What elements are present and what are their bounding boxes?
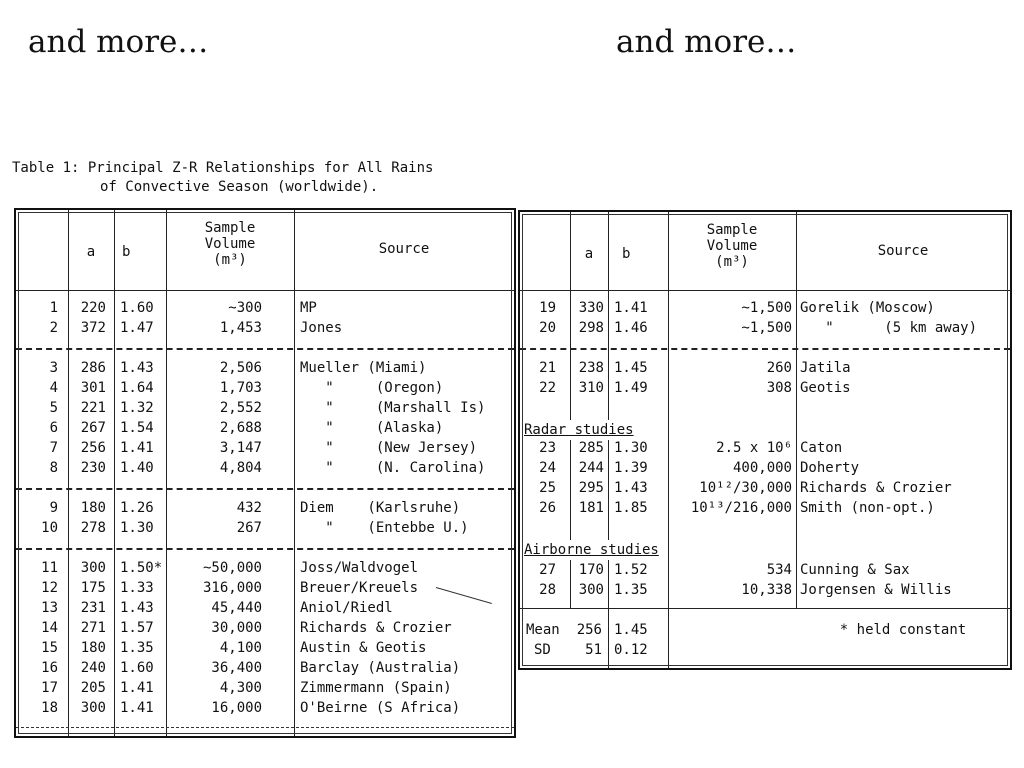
table-cell-row-number: 4 xyxy=(49,380,58,396)
table-cell-volume: 1,703 xyxy=(219,380,262,396)
table-cell-source: Cunning & Sax xyxy=(800,562,910,578)
right-col-header-b: b xyxy=(622,246,631,262)
table-cell-volume: 10¹²/30,000 xyxy=(699,480,792,496)
table-cell-volume: ~1,500 xyxy=(741,320,792,336)
table-cell-a: 330 xyxy=(578,300,604,316)
section-airborne-studies: Airborne studies xyxy=(524,542,659,558)
table-cell-row-number: 25 xyxy=(539,480,556,496)
table-cell-a: 298 xyxy=(578,320,604,336)
table-cell-a: 271 xyxy=(80,620,106,636)
table-cell-a: 180 xyxy=(80,640,106,656)
table-cell-a: 230 xyxy=(80,460,106,476)
table-cell-source: Austin & Geotis xyxy=(300,640,427,656)
table-cell-row-number: 22 xyxy=(539,380,556,396)
table-cell-a: 295 xyxy=(578,480,604,496)
table-cell-b: 1.60 xyxy=(120,300,154,316)
table-cell-volume: 267 xyxy=(236,520,262,536)
right-table xyxy=(518,210,1012,670)
table-cell-b: 1.50* xyxy=(120,560,163,576)
table-cell-row-number: 16 xyxy=(41,660,58,676)
table-cell-a: 205 xyxy=(80,680,106,696)
col-header-volume-line3: (m³) xyxy=(213,252,247,268)
right-col-header-volume-line3: (m³) xyxy=(715,254,749,270)
table-cell-volume: 36,400 xyxy=(211,660,262,676)
col-header-b: b xyxy=(122,244,131,260)
table-cell-b: 1.35 xyxy=(614,582,648,598)
table-cell-a: 170 xyxy=(578,562,604,578)
table-cell-row-number: 9 xyxy=(49,500,58,516)
table-cell-row-number: 3 xyxy=(49,360,58,376)
table-cell-row-number: 19 xyxy=(539,300,556,316)
table-cell-source: Jorgensen & Willis xyxy=(800,582,952,598)
table-cell-row-number: 8 xyxy=(49,460,58,476)
table-cell-a: 300 xyxy=(80,700,106,716)
table-cell-b: 1.30 xyxy=(614,440,648,456)
right-col-header-volume xyxy=(668,222,796,270)
table-cell-volume: 10,338 xyxy=(741,582,792,598)
table-cell-source: Diem (Karlsruhe) xyxy=(300,500,461,516)
table-cell-volume: 16,000 xyxy=(211,700,262,716)
table-cell-volume: 2.5 x 10⁶ xyxy=(716,440,792,456)
table-cell-row-number: 26 xyxy=(539,500,556,516)
table-cell-a: 221 xyxy=(80,400,106,416)
table-cell-source: Mueller (Miami) xyxy=(300,360,427,376)
table-cell-b: 1.64 xyxy=(120,380,154,396)
right-col-header-volume-line2: Volume xyxy=(706,238,758,254)
table-cell-source: Gorelik (Moscow) xyxy=(800,300,935,316)
table-cell-source: Doherty xyxy=(800,460,860,476)
table-cell-a: 181 xyxy=(578,500,604,516)
section-radar-studies: Radar studies xyxy=(524,422,634,438)
summary-sd-a: 51 xyxy=(585,642,602,658)
summary-mean-a: 256 xyxy=(576,622,602,638)
heading-right: and more… xyxy=(616,24,797,60)
table-cell-b: 1.49 xyxy=(614,380,648,396)
table-cell-row-number: 24 xyxy=(539,460,556,476)
table-cell-row-number: 7 xyxy=(49,440,58,456)
table-cell-volume: 2,506 xyxy=(219,360,262,376)
table-cell-a: 300 xyxy=(80,560,106,576)
table-cell-source: Aniol/Riedl xyxy=(300,600,393,616)
table-cell-source: Zimmermann (Spain) xyxy=(300,680,452,696)
summary-sd-b: 0.12 xyxy=(614,642,648,658)
table-cell-b: 1.26 xyxy=(120,500,154,516)
table-cell-a: 231 xyxy=(80,600,106,616)
table-cell-b: 1.60 xyxy=(120,660,154,676)
table-cell-b: 1.46 xyxy=(614,320,648,336)
table-cell-source: MP xyxy=(300,300,317,316)
table-cell-b: 1.43 xyxy=(614,480,648,496)
table-cell-row-number: 11 xyxy=(41,560,58,576)
table-cell-a: 256 xyxy=(80,440,106,456)
table-cell-source: " (5 km away) xyxy=(800,320,978,336)
left-table xyxy=(14,208,516,738)
table-cell-source: Jones xyxy=(300,320,343,336)
col-header-volume-line2: Volume xyxy=(204,236,256,252)
table-cell-a: 372 xyxy=(80,320,106,336)
table-caption-line1: Table 1: Principal Z-R Relationships for All Rains xyxy=(12,160,434,176)
table-cell-b: 1.41 xyxy=(120,440,154,456)
table-cell-b: 1.47 xyxy=(120,320,154,336)
right-col-header-a: a xyxy=(584,246,594,262)
table-cell-a: 220 xyxy=(80,300,106,316)
table-cell-a: 238 xyxy=(578,360,604,376)
table-cell-b: 1.54 xyxy=(120,420,154,436)
table-cell-b: 1.43 xyxy=(120,600,154,616)
table-cell-a: 240 xyxy=(80,660,106,676)
table-cell-source: " (New Jersey) xyxy=(300,440,478,456)
table-cell-volume: 10¹³/216,000 xyxy=(690,500,792,516)
table-cell-volume: 4,100 xyxy=(219,640,262,656)
table-cell-b: 1.35 xyxy=(120,640,154,656)
table-cell-b: 1.41 xyxy=(120,680,154,696)
table-cell-source: " (Oregon) xyxy=(300,380,444,396)
table-cell-row-number: 13 xyxy=(41,600,58,616)
col-header-volume xyxy=(166,220,294,268)
table-cell-volume: ~300 xyxy=(228,300,262,316)
table-cell-row-number: 5 xyxy=(49,400,58,416)
table-cell-b: 1.39 xyxy=(614,460,648,476)
table-cell-b: 1.41 xyxy=(120,700,154,716)
table-cell-source: Caton xyxy=(800,440,843,456)
table-cell-volume: 308 xyxy=(766,380,792,396)
table-cell-a: 180 xyxy=(80,500,106,516)
table-cell-source: Joss/Waldvogel xyxy=(300,560,419,576)
table-cell-b: 1.33 xyxy=(120,580,154,596)
table-cell-a: 310 xyxy=(578,380,604,396)
table-cell-source: Richards & Crozier xyxy=(800,480,952,496)
pen-mark xyxy=(436,587,492,604)
summary-note: * held constant xyxy=(839,622,967,638)
table-cell-row-number: 27 xyxy=(539,562,556,578)
table-cell-b: 1.85 xyxy=(614,500,648,516)
table-caption-line2: of Convective Season (worldwide). xyxy=(100,179,379,195)
table-cell-a: 278 xyxy=(80,520,106,536)
table-cell-volume: 45,440 xyxy=(211,600,262,616)
col-header-volume-line1: Sample xyxy=(204,220,256,236)
table-cell-b: 1.40 xyxy=(120,460,154,476)
table-cell-volume: 260 xyxy=(766,360,792,376)
right-col-header-volume-line1: Sample xyxy=(706,222,758,238)
table-cell-a: 300 xyxy=(578,582,604,598)
table-cell-b: 1.32 xyxy=(120,400,154,416)
table-cell-row-number: 14 xyxy=(41,620,58,636)
table-cell-a: 286 xyxy=(80,360,106,376)
table-cell-volume: 316,000 xyxy=(202,580,262,596)
table-cell-source: Breuer/Kreuels xyxy=(300,580,419,596)
table-cell-volume: 30,000 xyxy=(211,620,262,636)
table-cell-volume: ~50,000 xyxy=(202,560,262,576)
table-cell-row-number: 20 xyxy=(539,320,556,336)
table-cell-b: 1.43 xyxy=(120,360,154,376)
table-cell-volume: 432 xyxy=(236,500,262,516)
table-cell-a: 285 xyxy=(578,440,604,456)
table-cell-a: 175 xyxy=(80,580,106,596)
table-cell-source: " (Marshall Is) xyxy=(300,400,486,416)
summary-mean-b: 1.45 xyxy=(614,622,648,638)
summary-mean-label: Mean xyxy=(526,622,560,638)
table-cell-source: " (Alaska) xyxy=(300,420,444,436)
table-cell-volume: 400,000 xyxy=(732,460,792,476)
table-cell-row-number: 23 xyxy=(539,440,556,456)
table-cell-source: Smith (non-opt.) xyxy=(800,500,935,516)
table-cell-row-number: 6 xyxy=(49,420,58,436)
table-cell-row-number: 18 xyxy=(41,700,58,716)
table-cell-b: 1.41 xyxy=(614,300,648,316)
right-col-header-source: Source xyxy=(877,243,929,259)
table-cell-source: Barclay (Australia) xyxy=(300,660,461,676)
table-cell-source: Richards & Crozier xyxy=(300,620,452,636)
table-cell-b: 1.57 xyxy=(120,620,154,636)
table-cell-source: " (N. Carolina) xyxy=(300,460,486,476)
col-header-source: Source xyxy=(378,241,430,257)
table-cell-row-number: 17 xyxy=(41,680,58,696)
table-cell-row-number: 21 xyxy=(539,360,556,376)
table-cell-volume: 4,804 xyxy=(219,460,262,476)
table-cell-b: 1.52 xyxy=(614,562,648,578)
col-header-a: a xyxy=(86,244,96,260)
table-cell-volume: 1,453 xyxy=(219,320,262,336)
table-cell-row-number: 12 xyxy=(41,580,58,596)
table-cell-volume: 3,147 xyxy=(219,440,262,456)
table-cell-volume: ~1,500 xyxy=(741,300,792,316)
table-cell-row-number: 2 xyxy=(49,320,58,336)
table-cell-a: 301 xyxy=(80,380,106,396)
table-cell-volume: 2,688 xyxy=(219,420,262,436)
table-cell-source: O'Beirne (S Africa) xyxy=(300,700,461,716)
heading-left: and more… xyxy=(28,24,209,60)
table-cell-source: Geotis xyxy=(800,380,851,396)
table-cell-row-number: 10 xyxy=(41,520,58,536)
table-cell-source: " (Entebbe U.) xyxy=(300,520,469,536)
table-cell-a: 244 xyxy=(578,460,604,476)
table-cell-row-number: 15 xyxy=(41,640,58,656)
table-cell-b: 1.45 xyxy=(614,360,648,376)
table-cell-b: 1.30 xyxy=(120,520,154,536)
table-cell-source: Jatila xyxy=(800,360,851,376)
table-cell-a: 267 xyxy=(80,420,106,436)
table-cell-row-number: 1 xyxy=(49,300,58,316)
table-cell-row-number: 28 xyxy=(539,582,556,598)
summary-sd-label: SD xyxy=(534,642,551,658)
table-cell-volume: 4,300 xyxy=(219,680,262,696)
table-cell-volume: 2,552 xyxy=(219,400,262,416)
table-cell-volume: 534 xyxy=(766,562,792,578)
